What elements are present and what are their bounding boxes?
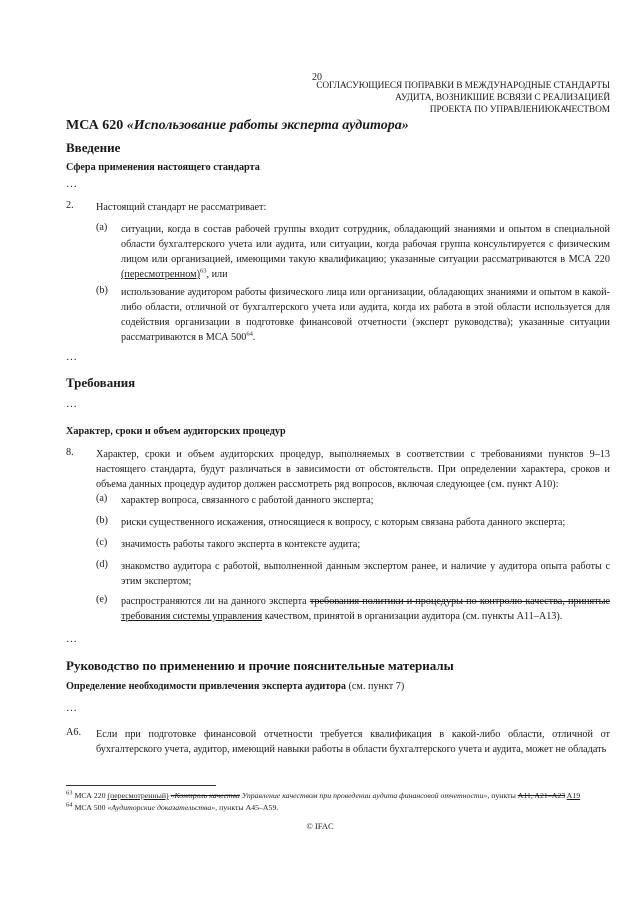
standard-code: МСА 620: [66, 118, 124, 133]
running-header: [280, 80, 610, 116]
underlined-insertion: (пересмотренном): [121, 269, 200, 280]
section-heading-guidance: Руководство по применению и прочие пояснительные материалы: [66, 658, 454, 673]
item-label: (a): [96, 493, 108, 504]
item-text-b: использование аудитором работы физического лица или организации, обладающих знаниями и опытом в какой-либо области, отличной от бухгалтерского учета или аудита, когда их работа в этой области используется для содействия организации в подготовке финансовой отчетности (эксперт руководства); указанные ситуации рассматриваются в МСА $500^{64}$.: [121, 287, 610, 343]
section-heading-introduction: Введение: [66, 140, 121, 155]
item-label: (d): [96, 559, 108, 570]
ellipsis: …: [66, 351, 78, 363]
footnote-ref: 64: [246, 330, 253, 338]
item-label: (e): [96, 594, 108, 605]
footnote-divider: [66, 785, 216, 786]
section-heading-requirements: Требования: [66, 375, 136, 390]
item-text-e: распространяются ли на данного эксперта требования политики и процедуры по контролю качества, принятые требования системы управления качеством, принятой в организации аудитора (см. пункты A11–A13).: [121, 596, 611, 622]
paragraph-text: Если при подготовке финансовой отчетности требуется квалификация в какой-либо области, отличной от бухгалтерского учета, аудитор, имеющий навыки работы в области бухгалтерского учета и аудита, может не обладать: [96, 729, 610, 755]
item-label: (b): [96, 285, 108, 296]
item-label: (a): [96, 222, 108, 233]
underlined-insertion: требования системы управления: [121, 611, 263, 622]
footnote-ref: 63: [200, 267, 207, 275]
ellipsis: …: [66, 178, 78, 190]
ellipsis: …: [66, 633, 78, 645]
paragraph-number: 2.: [66, 200, 74, 211]
ellipsis: …: [66, 702, 78, 714]
footnote-64: $^{64}$ МСА 500 «Аудиторские доказательства», пункты A45–A59.: [66, 801, 279, 812]
item-label: (b): [96, 515, 108, 526]
item-label: (c): [96, 537, 108, 548]
subheading-procedures: Характер, сроки и объем аудиторских процедур: [66, 426, 286, 437]
paragraph-text: Настоящий стандарт не рассматривает:: [96, 202, 267, 213]
header-line: ПРОЕКТА ПО УПРАВЛЕНИЮКАЧЕСТВОМ: [429, 105, 610, 115]
page-footer: © IFAC: [306, 821, 334, 831]
subheading-scope: Сфера применения настоящего стандарта: [66, 162, 260, 173]
item-text: знакомство аудитора с работой, выполненной данным экспертом ранее, и наличие у аудитора опыта работы с этим экспертом;: [121, 561, 610, 587]
paragraph-text: Характер, сроки и объем аудиторских процедур, выполняемых в соответствии с требованиями пунктов 9–13 настоящего стандарта, будут различаться в зависимости от обстоятельств. При определении характера, сроков и объема данных процедур аудитор должен рассмотреть ряд вопросов, включая следующее (см. пункт A10):: [96, 449, 610, 490]
item-text: риски существенного искажения, относящиеся к вопросу, с которым связана работа данного эксперта;: [121, 517, 566, 528]
subheading-expert-need: Определение необходимости привлечения эксперта аудитора (см. пункт 7): [66, 681, 405, 692]
item-text-a: ситуации, когда в состав рабочей группы входит сотрудник, обладающий знаниями и опытом в специальной области бухгалтерского учета или аудита, или ситуации, когда рабочая группа консультируется с физическим лицом или организацией, имеющими такую квалификацию; указанные ситуации рассматриваются в МСА 220 (пересмотренном)$^{63}$, или: [121, 224, 610, 280]
paragraph-number: 8.: [66, 447, 74, 458]
footnote-63: $^{63}$ МСА 220 (пересмотренный) «Контроль качества Управление качеством при проведении аудита финансовой отчетности», пункты A11, A21–A23 A19: [66, 789, 581, 800]
item-text: характер вопроса, связанного с работой данного эксперта;: [121, 495, 374, 506]
item-text: значимость работы такого эксперта в контексте аудита;: [121, 539, 361, 550]
page-number: 20: [312, 72, 322, 83]
ellipsis: …: [66, 398, 78, 410]
header-line: СОГЛАСУЮЩИЕСЯ ПОПРАВКИ В МЕЖДУНАРОДНЫЕ СТАНДАРТЫ: [316, 81, 610, 91]
standard-name: «Использование работы эксперта аудитора»: [126, 118, 409, 133]
paragraph-number: A6.: [66, 727, 81, 738]
header-line: АУДИТА, ВОЗНИКШИЕ ВСВЯЗИ С РЕАЛИЗАЦИЕЙ: [395, 93, 610, 103]
struck-text: требования политики и процедуры по контролю качества, принятые: [309, 596, 611, 607]
document-title: [66, 118, 409, 134]
